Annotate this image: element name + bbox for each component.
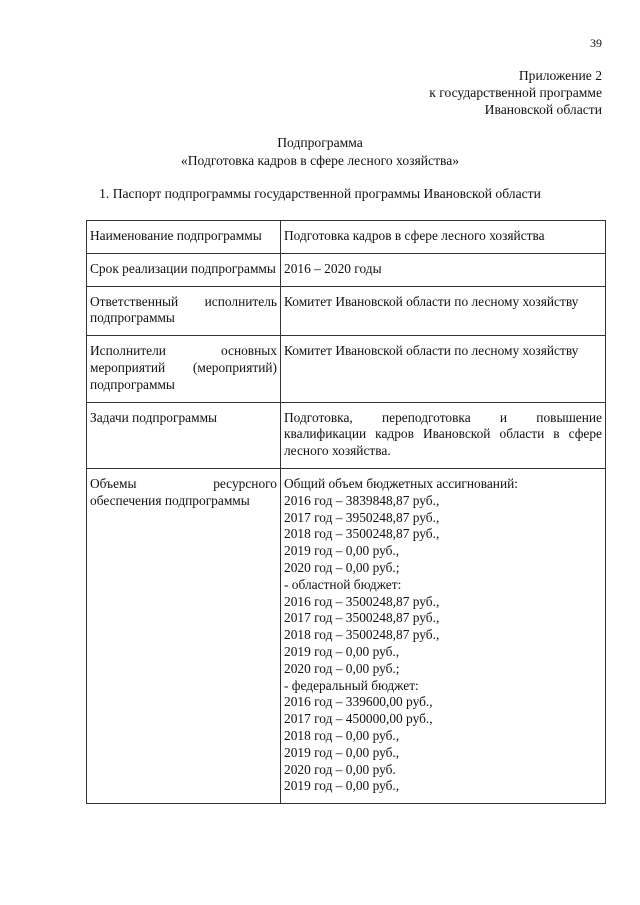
- row-value: Подготовка кадров в сфере лесного хозяйства: [281, 221, 606, 254]
- funding-line: 2019 год – 0,00 руб.,: [284, 643, 400, 659]
- row-value: 2016 – 2020 годы: [281, 253, 606, 286]
- row-label: Задачи подпрограммы: [87, 402, 281, 468]
- row-value: Подготовка, переподготовка и повышение квалификации кадров Ивановской области в сфере лесного хозяйства.: [281, 402, 606, 468]
- table-row: [87, 253, 606, 286]
- table-row: [87, 336, 606, 402]
- row-label: Объемы ресурсного обеспечения подпрограммы: [87, 468, 281, 803]
- funding-amounts: [281, 468, 606, 803]
- table-row-funding: [87, 468, 606, 803]
- table-row: [87, 402, 606, 468]
- passport-table: [86, 220, 606, 804]
- row-value: Комитет Ивановской области по лесному хозяйству: [281, 336, 606, 402]
- funding-line: 2018 год – 0,00 руб.,: [284, 727, 400, 743]
- row-label: Наименование подпрограммы: [87, 221, 281, 254]
- section-heading: 1. Паспорт подпрограммы государственной программы Ивановской области: [99, 186, 541, 201]
- funding-line: - федеральный бюджет:: [284, 677, 419, 693]
- row-label: Ответственный исполнитель подпрограммы: [87, 286, 281, 336]
- table-row: [87, 221, 606, 254]
- funding-line: 2018 год – 3500248,87 руб.,: [284, 526, 440, 542]
- funding-line: 2019 год – 0,00 руб.,: [284, 778, 400, 794]
- subprogram-title: Подпрограмма: [277, 135, 363, 150]
- funding-line: 2017 год – 3500248,87 руб.,: [284, 610, 440, 626]
- funding-line: 2020 год – 0,00 руб.;: [284, 660, 400, 676]
- funding-line: 2016 год – 3500248,87 руб.,: [284, 593, 440, 609]
- page-number: 39: [590, 36, 602, 50]
- funding-line: 2018 год – 3500248,87 руб.,: [284, 627, 440, 643]
- row-label: Исполнители основных мероприятий (мероприятий) подпрограммы: [87, 336, 281, 402]
- funding-line: 2020 год – 0,00 руб.;: [284, 559, 400, 575]
- appendix-line-3: Ивановской области: [484, 102, 602, 117]
- row-value: Комитет Ивановской области по лесному хозяйству: [281, 286, 606, 336]
- table-row: [87, 286, 606, 336]
- row-label: Срок реализации подпрограммы: [87, 253, 281, 286]
- funding-line: 2019 год – 0,00 руб.,: [284, 543, 400, 559]
- funding-line: 2019 год – 0,00 руб.,: [284, 744, 400, 760]
- funding-line: 2020 год – 0,00 руб.: [284, 761, 396, 777]
- appendix-line-2: к государственной программе: [429, 85, 602, 100]
- funding-line: 2017 год – 3950248,87 руб.,: [284, 509, 440, 525]
- appendix-note: [429, 67, 602, 118]
- funding-line: Общий объем бюджетных ассигнований:: [284, 475, 519, 491]
- appendix-line-1: Приложение 2: [518, 68, 602, 83]
- funding-line: 2016 год – 3839848,87 руб.,: [284, 492, 440, 508]
- funding-line: 2016 год – 339600,00 руб.,: [284, 694, 433, 710]
- subprogram-heading: [0, 134, 640, 170]
- funding-line: 2017 год – 450000,00 руб.,: [284, 711, 433, 727]
- funding-line: - областной бюджет:: [284, 576, 402, 592]
- subprogram-name: «Подготовка кадров в сфере лесного хозяйства»: [180, 153, 460, 168]
